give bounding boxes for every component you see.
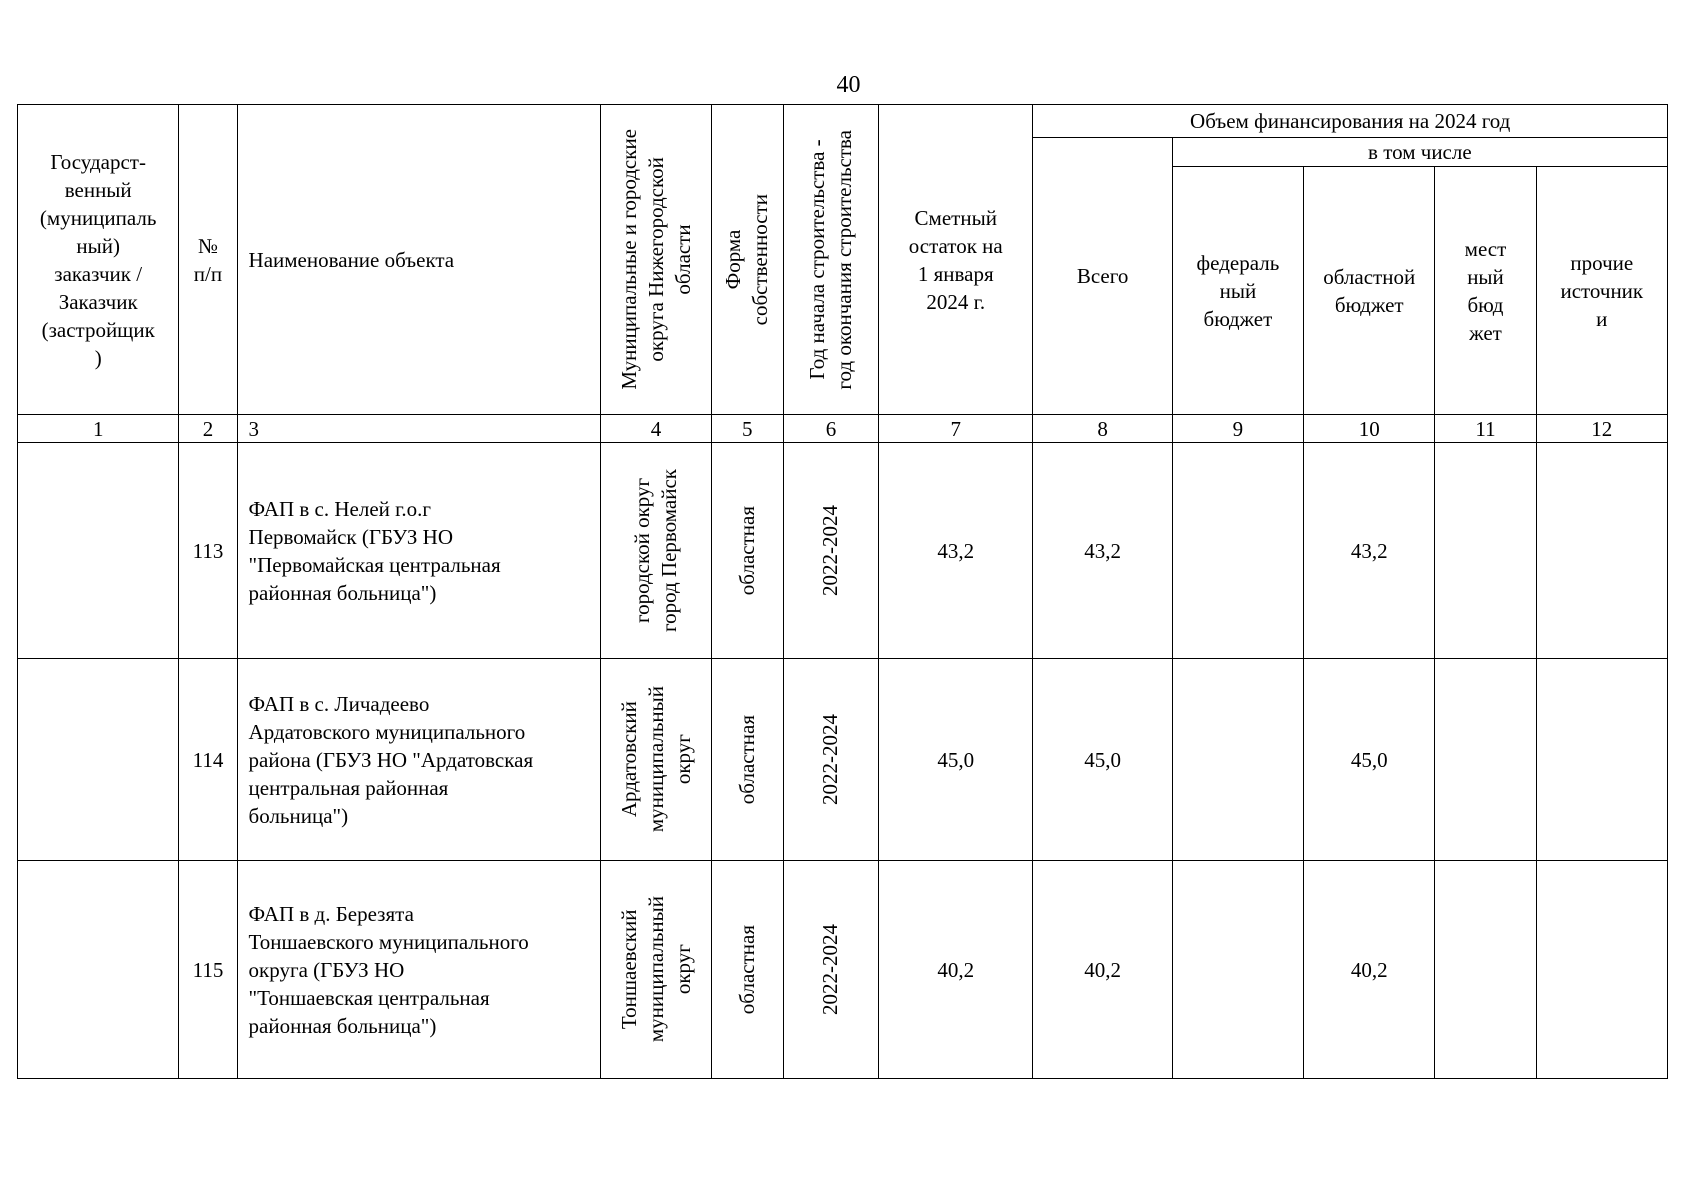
column-number: 3 [237, 415, 601, 443]
cell-object-name: ФАП в с. Нелей г.о.г Первомайск (ГБУЗ НО "Первомайская центральная районная больница") [237, 443, 601, 659]
table-row [18, 443, 1668, 659]
cell-regional: 45,0 [1304, 659, 1435, 861]
table-row [18, 861, 1668, 1079]
column-number: 1 [18, 415, 179, 443]
cell-federal [1172, 659, 1303, 861]
header-estimate-balance: Сметный остаток на 1 января 2024 г. [879, 105, 1033, 415]
header-regional: областной бюджет [1304, 167, 1435, 415]
cell-number: 114 [179, 659, 237, 861]
header-object-name: Наименование объекта [237, 105, 601, 415]
cell-object-name: ФАП в с. Личадеево Ардатовского муниципального района (ГБУЗ НО "Ардатовская центральная районная больница") [237, 659, 601, 861]
cell-years: 2022-2024 [783, 443, 878, 659]
header-including: в том числе [1172, 138, 1667, 167]
header-local: мест ный бюд жет [1435, 167, 1536, 415]
cell-municipality: Ардатовский муниципальный округ [601, 659, 711, 861]
page-number: 40 [836, 72, 861, 98]
cell-regional: 40,2 [1304, 861, 1435, 1079]
column-number: 7 [879, 415, 1033, 443]
cell-regional: 43,2 [1304, 443, 1435, 659]
cell-total: 45,0 [1033, 659, 1172, 861]
header-ownership: Форма собственности [711, 105, 783, 415]
cell-number: 115 [179, 861, 237, 1079]
header-total: Всего [1033, 138, 1172, 415]
cell-years: 2022-2024 [783, 659, 878, 861]
column-number: 5 [711, 415, 783, 443]
column-number: 11 [1435, 415, 1536, 443]
column-number: 4 [601, 415, 711, 443]
cell-other [1536, 659, 1667, 861]
cell-other [1536, 443, 1667, 659]
cell-ownership: областная [711, 443, 783, 659]
cell-estimate-balance: 45,0 [879, 659, 1033, 861]
table-row [18, 659, 1668, 861]
cell-customer [18, 861, 179, 1079]
cell-local [1435, 443, 1536, 659]
header-municipality: Муниципальные и городские округа Нижегородской области [601, 105, 711, 415]
cell-municipality: Тоншаевский муниципальный округ [601, 861, 711, 1079]
cell-federal [1172, 443, 1303, 659]
column-number: 12 [1536, 415, 1667, 443]
header-years: Год начала строительства - год окончания строительства [783, 105, 878, 415]
cell-ownership: областная [711, 659, 783, 861]
cell-object-name: ФАП в д. Березята Тоншаевского муниципального округа (ГБУЗ НО "Тоншаевская центральная районная больница") [237, 861, 601, 1079]
header-funding-group: Объем финансирования на 2024 год [1033, 105, 1668, 138]
cell-estimate-balance: 43,2 [879, 443, 1033, 659]
cell-local [1435, 861, 1536, 1079]
cell-total: 43,2 [1033, 443, 1172, 659]
cell-federal [1172, 861, 1303, 1079]
investment-table [17, 104, 1668, 1079]
cell-ownership: областная [711, 861, 783, 1079]
header-other: прочие источник и [1536, 167, 1667, 415]
header-federal: федераль ный бюджет [1172, 167, 1303, 415]
header-row-group [18, 105, 1668, 138]
column-number: 10 [1304, 415, 1435, 443]
column-number: 2 [179, 415, 237, 443]
cell-total: 40,2 [1033, 861, 1172, 1079]
cell-local [1435, 659, 1536, 861]
cell-number: 113 [179, 443, 237, 659]
cell-customer [18, 659, 179, 861]
cell-customer [18, 443, 179, 659]
cell-other [1536, 861, 1667, 1079]
cell-municipality: городской округ город Первомайск [601, 443, 711, 659]
column-number: 9 [1172, 415, 1303, 443]
column-number: 8 [1033, 415, 1172, 443]
cell-years: 2022-2024 [783, 861, 878, 1079]
cell-estimate-balance: 40,2 [879, 861, 1033, 1079]
column-number-row [18, 415, 1668, 443]
header-number: № п/п [179, 105, 237, 415]
column-number: 6 [783, 415, 878, 443]
header-customer: Государст- венный (муниципаль ный) заказчик / Заказчик (застройщик ) [18, 105, 179, 415]
